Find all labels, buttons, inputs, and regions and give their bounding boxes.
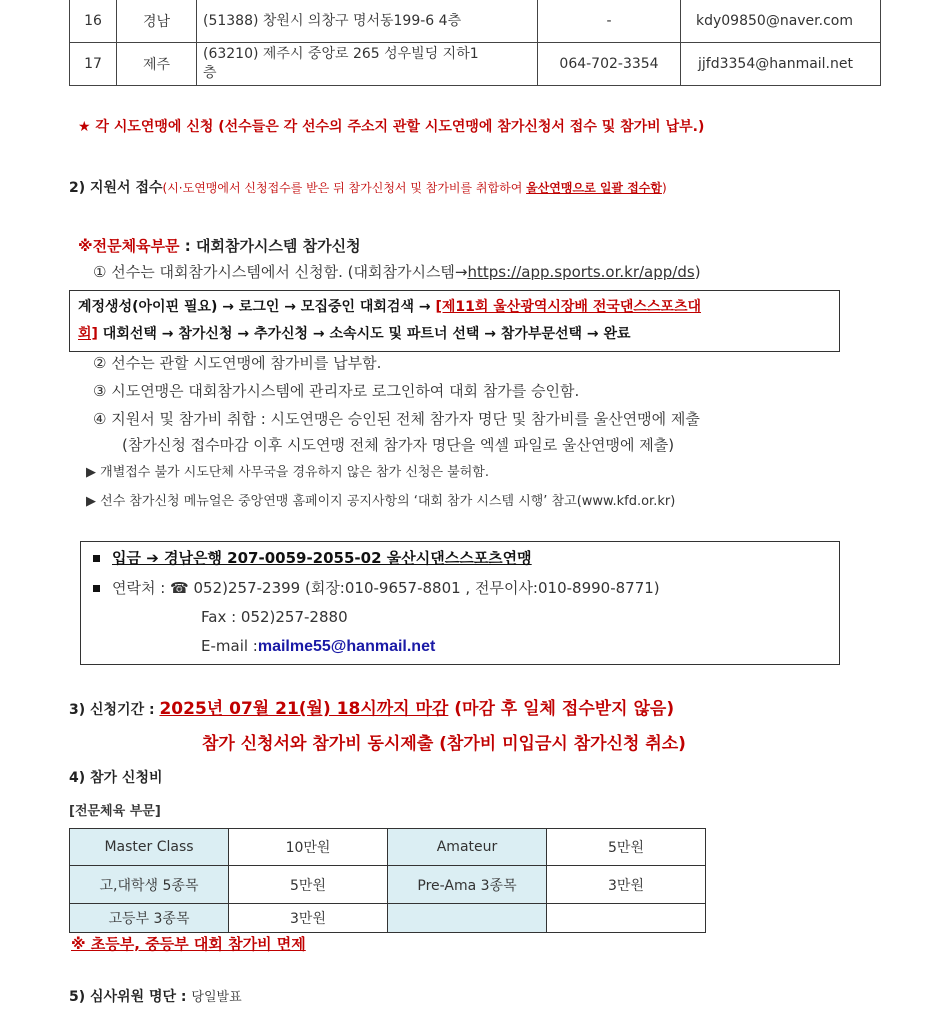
fee-amount — [547, 904, 706, 933]
square-bullet-icon — [93, 555, 100, 562]
event-name: [제11회 울산광역시장배 전국댄스스포츠대 — [435, 299, 702, 315]
address: (63210) 제주시 중앙로 265 성우빌딩 지하1 층 — [197, 43, 538, 86]
fee-table — [69, 828, 706, 933]
table-row — [70, 43, 881, 86]
email-address: jjfd3354@hanmail.net — [681, 43, 881, 86]
step-1: ① 선수는 대회참가시스템에서 신청함. (대회참가시스템→https://app.sports.or.kr/app/ds) — [93, 263, 701, 281]
contact-info: 연락처 : ☎ 052)257-2399 (회장:010-9657-8801 , 전무이사:010-8990-8771) — [112, 579, 660, 597]
judges-value: 당일발표 — [191, 990, 242, 1005]
fee-amount: 10만원 — [229, 829, 388, 866]
section-2-heading: 2) 지원서 접수(시·도연맹에서 신청접수를 받은 뒤 참가신청서 및 참가비를 취합하여 울산연맹으로 일괄 접수함) — [69, 180, 667, 196]
registration-flow-box: 계정생성(아이핀 필요) → 로그인 → 모집중인 대회검색 → [제11회 울산광역시장배 전국댄스스포츠대 회] 대회선택 → 참가신청 → 추가신청 → 소속시도 및 파트너 선택 → 참가부문선택 → 완료 — [69, 290, 840, 352]
fee-amount: 5만원 — [547, 829, 706, 866]
row-number: 16 — [70, 0, 117, 43]
fee-category: Master Class — [70, 829, 229, 866]
region-name: 경남 — [117, 0, 197, 43]
fee-category: 고등부 3종목 — [70, 904, 229, 933]
section-3-title: 3) 신청기간 : — [69, 702, 160, 718]
section-4-title: 4) 참가 신청비 — [69, 770, 163, 786]
section-3-heading — [69, 694, 674, 719]
section-2-title: 2) 지원서 접수 — [69, 180, 163, 196]
fee-amount: 3만원 — [547, 866, 706, 904]
address: (51388) 창원시 의창구 명서동199-6 4층 — [197, 0, 538, 43]
step-2: ② 선수는 관할 시도연맹에 참가비를 납부함. — [93, 354, 382, 372]
payment-info-box — [80, 541, 840, 665]
deadline: 2025년 07월 21(월) 18시까지 마감 — [159, 699, 449, 719]
section-5-title: 5) 심사위원 명단 : — [69, 989, 192, 1005]
table-row — [70, 866, 706, 904]
fee-category — [388, 904, 547, 933]
table-row — [70, 829, 706, 866]
professional-heading — [78, 235, 361, 256]
fee-category: Amateur — [388, 829, 547, 866]
step-4: ④ 지원서 및 참가비 취합 : 시도연맹은 승인된 전체 참가자 명단 및 참가비를 울산연맹에 제출 — [93, 410, 700, 428]
professional-label: ※전문체육부문 — [78, 237, 180, 255]
fee-amount: 3만원 — [229, 904, 388, 933]
submission-notice: ★ 각 시도연맹에 신청 (선수들은 각 선수의 주소지 관할 시도연맹에 참가신청서 접수 및 참가비 납부.) — [78, 119, 705, 135]
bullet-individual: ▶ 개별접수 불가 시도단체 사무국을 경유하지 않은 참가 신청은 불허함. — [86, 465, 489, 480]
fee-exemption-note: ※ 초등부, 중등부 대회 참가비 면제 — [71, 935, 306, 953]
fee-category-label: [전문체육 부문] — [69, 804, 161, 819]
contact-table — [69, 0, 881, 86]
fee-amount: 5만원 — [229, 866, 388, 904]
professional-desc: : 대회참가시스템 참가신청 — [179, 237, 361, 255]
deposit-info: 입금 ➔ 경남은행 207-0059-2055-02 울산시댄스스포츠연맹 — [112, 549, 532, 567]
section-2-emphasis: 울산연맹으로 일괄 접수함 — [526, 181, 662, 195]
table-row — [70, 0, 881, 43]
bullet-manual: ▶ 선수 참가신청 메뉴얼은 중앙연맹 홈페이지 공지사항의 ‘대회 참가 시스템 시행’ 참고(www.kfd.or.kr) — [86, 494, 676, 509]
step-3: ③ 시도연맹은 대회참가시스템에 관리자로 로그인하여 대회 참가를 승인함. — [93, 382, 580, 400]
row-number: 17 — [70, 43, 117, 86]
email-address: kdy09850@naver.com — [681, 0, 881, 43]
square-bullet-icon — [93, 585, 100, 592]
deposit-row — [93, 547, 532, 568]
fax-row: Fax : 052)257-2880 — [201, 608, 348, 626]
section-3-note: 참가 신청서와 참가비 동시제출 (참가비 미입금시 참가신청 취소) — [202, 734, 686, 754]
email-row: E-mail :mailme55@hanmail.net — [201, 637, 436, 655]
contact-row — [93, 577, 660, 598]
email-address[interactable]: mailme55@hanmail.net — [257, 638, 436, 655]
table-row — [70, 904, 706, 933]
fee-category: 고,대학생 5종목 — [70, 866, 229, 904]
fee-category: Pre-Ama 3종목 — [388, 866, 547, 904]
phone-number: - — [538, 0, 681, 43]
section-5-heading — [69, 986, 242, 1006]
section-2-subtitle: (시·도연맹에서 신청접수를 받은 뒤 참가신청서 및 참가비를 취합하여 — [162, 181, 527, 195]
phone-number: 064-702-3354 — [538, 43, 681, 86]
region-name: 제주 — [117, 43, 197, 86]
deadline-note: (마감 후 일체 접수받지 않음) — [448, 699, 675, 719]
step-4-note: (참가신청 접수마감 이후 시도연맹 전체 참가자 명단을 엑셀 파일로 울산연맹에 제출) — [122, 436, 675, 454]
system-link[interactable]: https://app.sports.or.kr/app/ds — [467, 263, 695, 281]
